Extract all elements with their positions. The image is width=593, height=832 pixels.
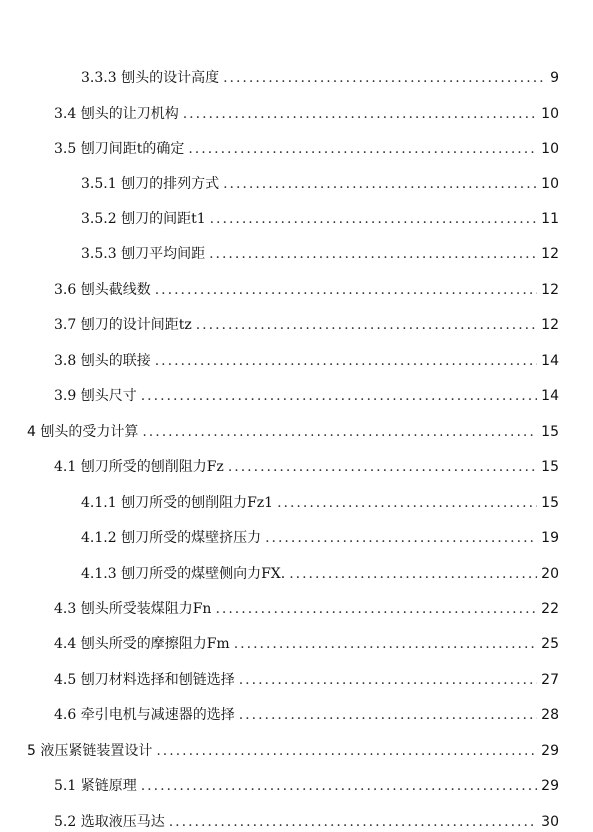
toc-entry-page: 12 xyxy=(541,246,559,262)
toc-entry-page: 15 xyxy=(541,495,559,511)
toc-entry-page: 12 xyxy=(541,282,559,298)
toc-entry-title: 3.3.3 刨头的设计高度 xyxy=(81,70,220,86)
toc-entry-page: 19 xyxy=(541,530,559,546)
toc-entry[interactable] xyxy=(54,776,559,796)
toc-entry-title: 3.5.3 刨刀平均间距 xyxy=(81,246,206,262)
toc-leader-dots xyxy=(141,386,537,406)
toc-leader-dots xyxy=(210,209,538,229)
toc-entry-page: 10 xyxy=(541,141,559,157)
toc-leader-dots xyxy=(277,493,537,513)
toc-leader-dots xyxy=(223,68,546,88)
toc-entry-page: 15 xyxy=(541,424,559,440)
toc-entry-title: 3.5 刨刀间距t的确定 xyxy=(54,141,185,157)
toc-leader-dots xyxy=(155,351,537,371)
toc-entry-title: 3.6 刨头截线数 xyxy=(54,282,151,298)
toc-leader-dots xyxy=(141,776,537,796)
toc-entry-page: 29 xyxy=(541,743,559,759)
toc-entry[interactable] xyxy=(54,812,559,832)
toc-entry[interactable] xyxy=(81,68,559,88)
toc-entry-title: 3.7 刨刀的设计间距tz xyxy=(54,317,192,333)
toc-entry[interactable] xyxy=(81,244,559,264)
toc-entry-title: 3.8 刨头的联接 xyxy=(54,353,151,369)
toc-entry[interactable] xyxy=(54,351,559,371)
toc-entry-title: 4.5 刨刀材料选择和刨链选择 xyxy=(54,672,235,688)
toc-entry[interactable] xyxy=(81,493,559,513)
toc-entry-page: 22 xyxy=(541,601,559,617)
toc-leader-dots xyxy=(239,670,537,690)
toc-entry-title: 3.5.2 刨刀的间距t1 xyxy=(81,211,206,227)
toc-entry-page: 29 xyxy=(541,778,559,794)
toc-entry[interactable] xyxy=(54,705,559,725)
toc-leader-dots xyxy=(183,104,537,124)
toc-leader-dots xyxy=(155,280,537,300)
toc-entry-title: 4.1.3 刨刀所受的煤壁侧向力FX. xyxy=(81,566,286,582)
toc-entry[interactable] xyxy=(81,528,559,548)
toc-entry[interactable] xyxy=(54,457,559,477)
toc-entry-page: 20 xyxy=(541,566,559,582)
toc-entry-page: 10 xyxy=(541,106,559,122)
toc-leader-dots xyxy=(142,422,537,442)
toc-leader-dots xyxy=(196,315,537,335)
toc-leader-dots xyxy=(228,457,537,477)
toc-entry-page: 27 xyxy=(541,672,559,688)
toc-entry[interactable] xyxy=(54,315,559,335)
toc-entry[interactable] xyxy=(54,104,559,124)
toc-entry-title: 4.1 刨刀所受的刨削阻力Fz xyxy=(54,459,224,475)
toc-entry[interactable] xyxy=(54,280,559,300)
toc-entry[interactable] xyxy=(54,386,559,406)
toc-entry-page: 10 xyxy=(541,176,559,192)
toc-entry-page: 30 xyxy=(541,814,559,830)
toc-entry[interactable] xyxy=(27,422,559,442)
toc-entry-title: 4.4 刨头所受的摩擦阻力Fm xyxy=(54,636,230,652)
toc-entry-page: 9 xyxy=(550,70,559,86)
toc-leader-dots xyxy=(265,528,537,548)
toc-entry-title: 4.6 牵引电机与减速器的选择 xyxy=(54,707,235,723)
toc-entry-title: 5.1 紧链原理 xyxy=(54,778,137,794)
toc-leader-dots xyxy=(215,599,537,619)
toc-entry-title: 4.1.2 刨刀所受的煤壁挤压力 xyxy=(81,530,262,546)
toc-entry[interactable] xyxy=(81,564,559,584)
toc-leader-dots xyxy=(289,564,537,584)
toc-entry-title: 3.5.1 刨刀的排列方式 xyxy=(81,176,220,192)
toc-entry[interactable] xyxy=(54,670,559,690)
toc-leader-dots xyxy=(188,139,537,159)
toc-leader-dots xyxy=(169,812,537,832)
toc-entry[interactable] xyxy=(54,599,559,619)
toc-entry-page: 11 xyxy=(541,211,559,227)
toc-entry[interactable] xyxy=(54,139,559,159)
toc-entry-title: 4.3 刨头所受装煤阻力Fn xyxy=(54,601,212,617)
toc-entry-title: 5 液压紧链装置设计 xyxy=(27,743,153,759)
toc-leader-dots xyxy=(223,174,537,194)
toc-leader-dots xyxy=(209,244,537,264)
toc-entry-page: 12 xyxy=(541,317,559,333)
toc-entry-page: 14 xyxy=(541,353,559,369)
toc-leader-dots xyxy=(156,741,537,761)
toc-entry-page: 25 xyxy=(541,636,559,652)
toc-entry-page: 15 xyxy=(541,459,559,475)
toc-entry-title: 3.9 刨头尺寸 xyxy=(54,388,137,404)
toc-entry[interactable] xyxy=(81,174,559,194)
toc-entry-title: 4 刨头的受力计算 xyxy=(27,424,139,440)
toc-entry-page: 28 xyxy=(541,707,559,723)
toc-entry-title: 3.4 刨头的让刀机构 xyxy=(54,106,179,122)
toc-entry-title: 4.1.1 刨刀所受的刨削阻力Fz1 xyxy=(81,495,274,511)
toc-entry[interactable] xyxy=(27,741,559,761)
toc-entry-page: 14 xyxy=(541,388,559,404)
toc-entry[interactable] xyxy=(81,209,559,229)
toc-leader-dots xyxy=(234,634,537,654)
toc-leader-dots xyxy=(239,705,537,725)
toc-entry-title: 5.2 选取液压马达 xyxy=(54,814,165,830)
toc-entry[interactable] xyxy=(54,634,559,654)
